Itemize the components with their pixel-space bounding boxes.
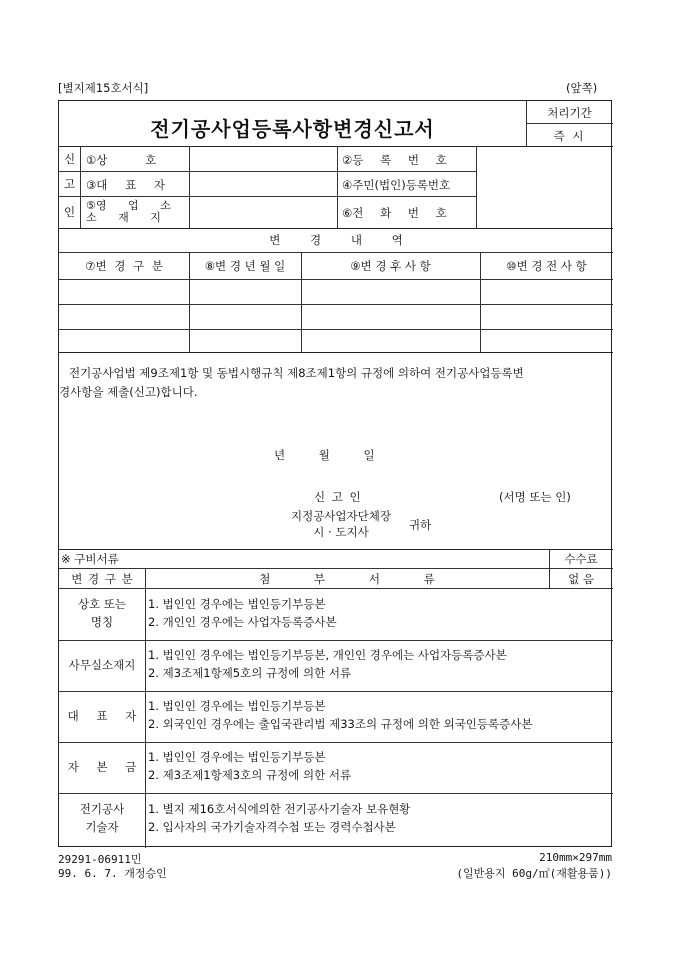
doc-category: 사무실소재지 xyxy=(68,658,136,672)
doc-item: 2. 입사자의 국가기술자격수첩 또는 경력수첩사본 xyxy=(148,820,396,834)
footer-size: 210mm×297mm xyxy=(539,851,612,864)
declaration-line-1: 전기공사업법 제9조제1항 및 동법시행규칙 제8조제1항의 규정에 의하여 전기공사업등록변 xyxy=(69,366,524,380)
change-row-1[interactable] xyxy=(61,281,187,302)
documents-title: ※ 구비서류 xyxy=(61,552,119,566)
doc-category: 기술자 xyxy=(85,820,119,834)
doc-item: 1. 법인인 경우에는 법인등기부등본 xyxy=(148,699,326,713)
form-title: 전기공사업등록사항변경신고서 xyxy=(150,117,435,141)
footer-code: 29291-06911민 xyxy=(58,853,142,866)
trade-name-field[interactable] xyxy=(193,149,333,169)
doc-item: 1. 법인인 경우에는 법인등기부등본 xyxy=(148,597,326,611)
fee-label: 수수료 xyxy=(564,552,598,566)
reporter-label: 신 고 인 xyxy=(314,490,361,504)
footer-paper: (일반용지 60g/㎡(재활용품)) xyxy=(456,867,612,880)
footer-approval: 99. 6. 7. 개정승인 xyxy=(58,867,167,880)
applicant-label-1: 신 xyxy=(63,152,76,166)
applicant-label-3: 인 xyxy=(63,205,76,219)
honorific: 귀하 xyxy=(409,518,432,532)
doc-category: 대 표 자 xyxy=(67,709,137,723)
page-side: (앞쪽) xyxy=(566,81,598,95)
processing-value: 즉 시 xyxy=(553,129,586,143)
col-category: 변 경 구 분 xyxy=(71,572,133,586)
form-frame xyxy=(58,100,612,847)
doc-item: 1. 별지 제16호서식에의한 전기공사기술자 보유현황 xyxy=(148,802,411,816)
change-row-3[interactable] xyxy=(61,331,187,350)
office-address-field[interactable] xyxy=(193,200,333,224)
col-attachments: 첨 부 서 류 xyxy=(259,572,435,586)
declaration-line-2: 경사항을 제출(신고)합니다. xyxy=(59,385,198,399)
office-label-2: 소 재 지 xyxy=(86,211,161,224)
fee-value: 없 음 xyxy=(568,572,594,586)
doc-item: 2. 외국인인 경우에는 출입국관리법 제33조의 규정에 의한 외국인등록증사본 xyxy=(148,717,533,731)
doc-category: 전기공사 xyxy=(79,802,125,816)
processing-label: 처리기간 xyxy=(547,106,592,120)
doc-item: 2. 제3조제1항제3호의 규정에 의한 서류 xyxy=(148,768,352,782)
applicant-label-2: 고 xyxy=(63,177,76,191)
representative-label: ③대 표 자 xyxy=(86,178,165,192)
registration-no-field[interactable] xyxy=(480,149,610,169)
doc-category: 명칭 xyxy=(90,615,114,629)
doc-category: 자 본 금 xyxy=(67,760,137,774)
doc-item: 2. 제3조제1항제5호의 규정에 의한 서류 xyxy=(148,666,352,680)
doc-item: 2. 개인인 경우에는 사업자등록증사본 xyxy=(148,615,337,629)
phone-label: ⑥전 화 번 호 xyxy=(342,206,447,220)
change-row-2[interactable] xyxy=(61,306,187,327)
registration-no-label: ②등 록 번 호 xyxy=(342,153,447,167)
form-number: [별지제15호서식] xyxy=(58,81,149,95)
col-change-date: ⑧변 경 년 월 일 xyxy=(204,259,286,273)
doc-category: 상호 또는 xyxy=(77,597,127,611)
doc-item: 1. 법인인 경우에는 법인등기부등본, 개인인 경우에는 사업자등록증사본 xyxy=(148,648,507,662)
recipient-line-2: 시 · 도지사 xyxy=(313,525,369,539)
resident-no-label: ④주민(법인)등록번호 xyxy=(342,178,451,192)
changes-heading: 변 경 내 역 xyxy=(269,233,403,247)
col-before: ⑩변 경 전 사 항 xyxy=(506,259,587,273)
declaration-date: 년 월 일 xyxy=(274,448,375,462)
office-label-1: ⑤영 업 소 xyxy=(86,199,171,212)
representative-field[interactable] xyxy=(193,174,333,194)
phone-field[interactable] xyxy=(480,200,610,224)
signature-label: (서명 또는 인) xyxy=(499,490,571,504)
col-change-type: ⑦변 경 구 분 xyxy=(85,259,163,273)
recipient-line-1: 지정공사업자단체장 xyxy=(291,509,391,523)
resident-no-field[interactable] xyxy=(480,174,610,194)
trade-name-label: ①상 호 xyxy=(86,153,157,167)
col-after: ⑨변 경 후 사 항 xyxy=(350,259,431,273)
doc-item: 1. 법인인 경우에는 법인등기부등본 xyxy=(148,750,326,764)
